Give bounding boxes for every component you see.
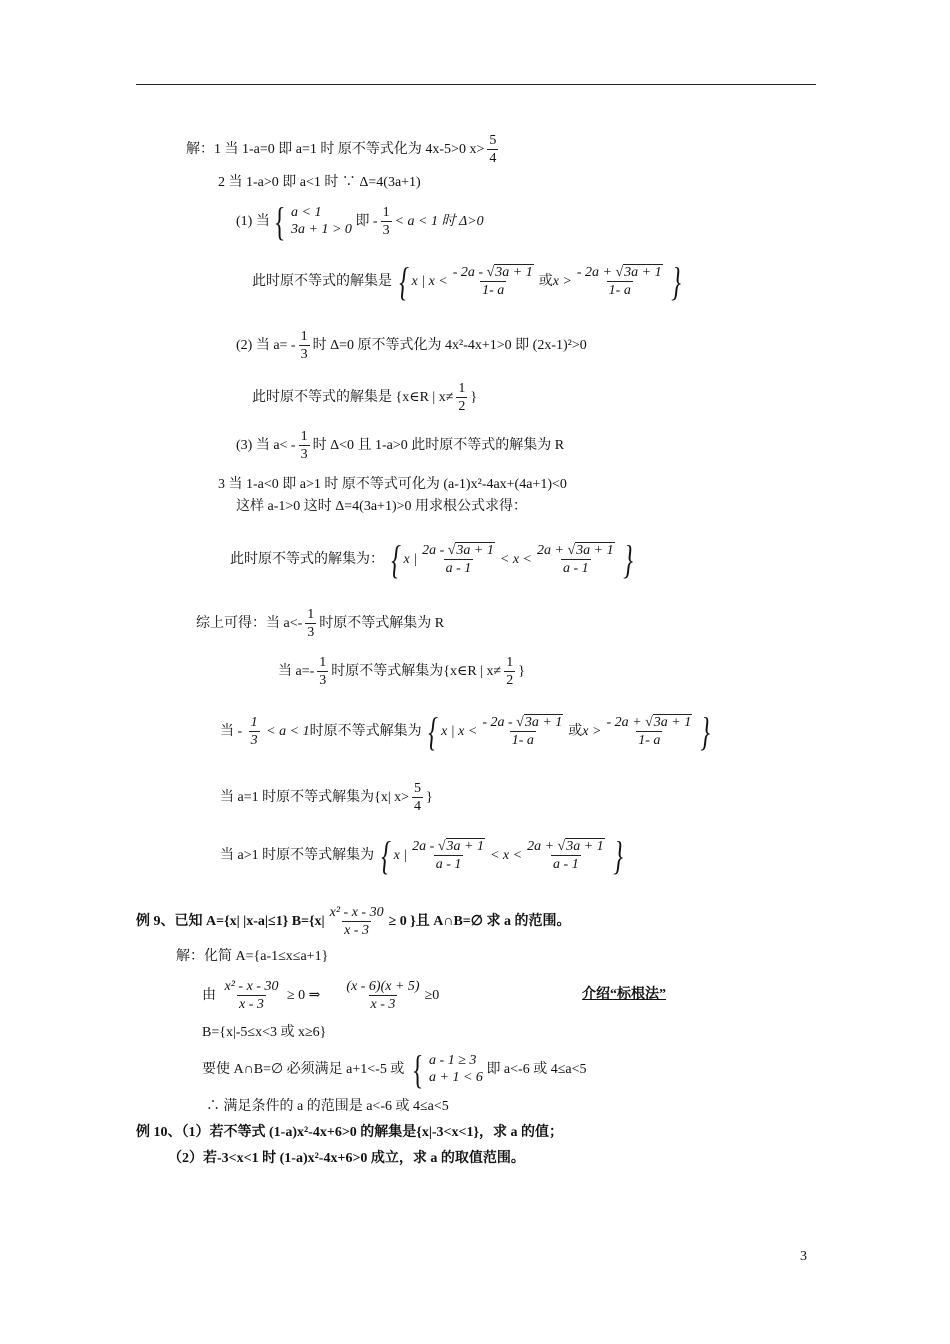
case-2-line: 2 当 1-a>0 即 a<1 时 ∵ Δ=4(3a+1) [218, 175, 421, 190]
example-9-step-1: 解：化简 A={a-1≤x≤a+1} [176, 949, 329, 964]
example-9-heading: 例 9、已知 A={x| |x-a|≤1} B={x| $\frac{\text{x² - x - 30}}{x - 3}$ ≥ 0 }且 A∩B=∅ 求 a 的范围。 [136, 905, 571, 938]
summary-line-3: 当 - $\frac{1}{3}$ < a < 1时原不等式解集为 { x | x < $\frac{- 2a - √3a + 1}{1- a}$ 或 x > $\frac{- 2a + √3a + 1}{1- a}$ } [220, 709, 711, 754]
summary-line-4: 当 a=1 时原不等式解集为{x| x> $\frac{5}{4}$ } [220, 781, 433, 814]
fraction-5-4: $\frac{5}{4}$ [489, 133, 497, 166]
summary-line-5: 当 a>1 时原不等式解集为 { x | $\frac{2a - √3a + 1}{a - 1}$ < x < $\frac{2a + √3a + 1}{a - 1}$ } [220, 833, 623, 878]
case-3-line-2: 这样 a-1>0 这时 Δ=4(3a+1)>0 用求根公式求得： [236, 499, 527, 514]
example-9-step-2: 由 $\frac{\text{x² - x - 30}}{x - 3}$ ≥ 0 ⇒ $\frac{(x - 6)(x + 5)}{x - 3}$ ≥0 [202, 979, 440, 1012]
summary-line-2: 当 a=- $\frac{1}{3}$ 时原不等式解集为{x∈R | x≠ $\frac{1}{2}$ } [278, 655, 525, 688]
subcase-2-line: (2) 当 a= - $\frac{1}{3}$ 时 Δ=0 原不等式化为 4x²-4x+1>0 即 (2x-1)²>0 [236, 329, 587, 362]
solution-set-line-3: 此时原不等式的解集为： { x | $\frac{2a - √3a + 1}{a - 1}$ < x < $\frac{2a + √3a + 1}{a - 1}$ } [230, 537, 633, 582]
subcase-1-line: (1) 当 { a < 1 3a + 1 > 0 即 - $\frac{1}{3}$ < a < 1 时 Δ>0 [236, 199, 484, 244]
page-number: 3 [800, 1249, 807, 1264]
summary-line-1: 综上可得：当 a<- $\frac{1}{3}$ 时原不等式解集为 R [196, 607, 445, 640]
example-10-part-2: （2）若-3<x<1 时 (1-a)x²-4x+6>0 成立，求 a 的取值范围。 [168, 1151, 525, 1166]
intro-note: 介绍“标根法” [582, 987, 666, 1002]
header-rule [136, 84, 816, 85]
example-10-part-1: 例 10、（1）若不等式 (1-a)x²-4x+6>0 的解集是{x|-3<x<1}，求 a 的值； [136, 1125, 564, 1140]
case-3-line: 3 当 1-a<0 即 a>1 时 原不等式可化为 (a-1)x²-4ax+(4a+1)<0 [218, 477, 567, 492]
case-1-line: 解：1 当 1-a=0 即 a=1 时 原不等式化为 4x-5>0 x> $\frac{5}{4}$ [186, 133, 497, 166]
subcase-3-line: (3) 当 a< - $\frac{1}{3}$ 时 Δ<0 且 1-a>0 此时原不等式的解集为 R [236, 429, 565, 462]
example-9-step-4: 要使 A∩B=∅ 必须满足 a+1<-5 或 { a - 1 ≥ 3 a + 1 < 6 即 a<-6 或 4≤a<5 [202, 1047, 587, 1092]
example-9-conclusion: ∴ 满足条件的 a 的范围是 a<-6 或 4≤a<5 [206, 1099, 449, 1114]
solution-set-line-1: 此时原不等式的解集是 { x | x < $\frac{- 2a - √3a + 1}{1- a}$ 或 x > $\frac{- 2a + √3a + 1}{1- a}$ } [252, 259, 681, 304]
solution-set-line-2: 此时原不等式的解集是 {x∈R | x≠ $\frac{1}{2}$ } [252, 381, 478, 414]
example-9-step-3: B={x|-5≤x<3 或 x≥6} [202, 1025, 327, 1040]
